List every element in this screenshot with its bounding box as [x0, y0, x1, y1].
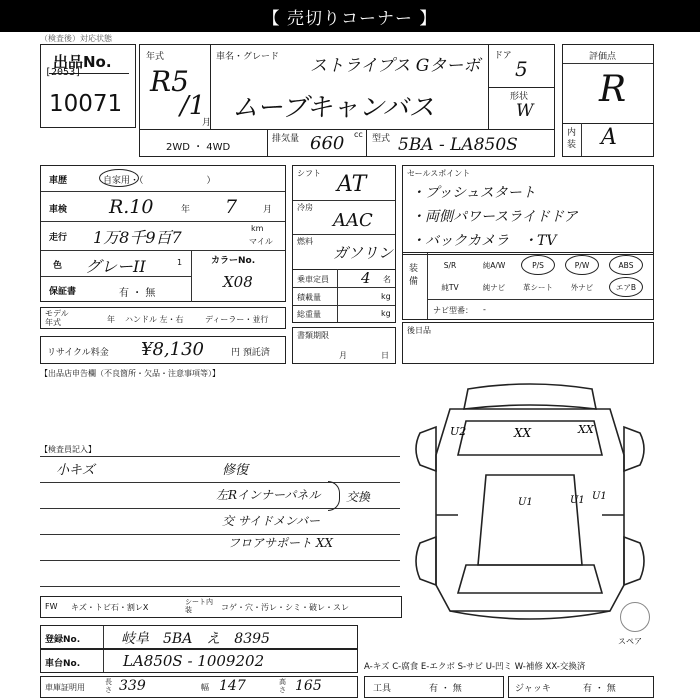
- recycle-value: ¥8,130: [141, 339, 204, 360]
- cert-len-label: 長さ: [105, 678, 112, 694]
- equipment-label: 装備: [409, 264, 419, 287]
- cert-wid-label: 幅: [201, 683, 209, 692]
- vehicle-header-box: [139, 44, 555, 157]
- history-value: 自家用・（ ）: [103, 176, 216, 186]
- warranty-label: 保証書: [49, 287, 77, 297]
- jack-label: ジャッキ: [515, 684, 551, 694]
- load-unit: kg: [381, 292, 391, 301]
- jack-box: [508, 676, 654, 698]
- dealer-text: ディーラー・並行: [205, 315, 269, 324]
- spec-mid-box: [292, 165, 396, 323]
- cert-hei-label: 高さ: [279, 678, 286, 694]
- sales-point-1: ・プッシュスタート: [411, 185, 536, 201]
- diagram-mark-2: XX: [514, 426, 532, 440]
- lot-number-box: [40, 44, 136, 128]
- warranty-value: 有 ・ 無: [119, 288, 156, 299]
- equip-airbag: エアB: [609, 277, 643, 297]
- mileage-label: 走行: [49, 233, 68, 243]
- paint-value: X08: [223, 273, 253, 291]
- chassis-value: LA850S - 1009202: [123, 652, 265, 670]
- cert-height: 165: [295, 678, 322, 694]
- notes-header: 【出品店申告欄（不良箇所・欠品・注意事項等）】: [40, 369, 220, 378]
- capacity-unit: 名: [383, 275, 391, 284]
- sales-point-3: ・バックカメラ ・TV: [411, 233, 557, 249]
- diagram-mark-6: U1: [592, 491, 607, 502]
- model-grade: ストライプス Gターボ: [310, 56, 481, 76]
- inspection-month-unit: 月: [263, 205, 273, 215]
- nav-label: ナビ型番：: [433, 306, 473, 315]
- paint-label: カラーNo.: [211, 256, 256, 266]
- sales-point-2: ・両側パワースライドドア: [411, 209, 578, 225]
- mileage-unit-mile: マイル: [249, 237, 273, 246]
- fw-text-1: キズ・トビ石・割レX: [71, 603, 149, 612]
- diagram-mark-5: U1: [570, 495, 585, 506]
- mileage-value: 1万8千9百7: [93, 228, 182, 247]
- type-code-value: 5BA - LA850S: [398, 135, 518, 155]
- inspector-line-5: フロアサポート XX: [228, 536, 333, 550]
- equip-abs: ABS: [609, 255, 643, 275]
- model-name: ムーブキャンバス: [232, 93, 435, 123]
- docs-month: 月: [339, 351, 347, 360]
- interior-label: 内装: [567, 128, 577, 150]
- registration-row: [40, 625, 358, 649]
- cert-width: 147: [219, 678, 246, 694]
- cert-row: [40, 676, 358, 698]
- equip-pw: P/W: [565, 255, 599, 275]
- inspector-label: 【検査員記入】: [40, 445, 96, 454]
- lot-number: 10071: [49, 91, 123, 117]
- damage-legend: A-キズ C-腐食 E-エクボ S-サビ U-凹ミ W-補修 XX-交換済: [364, 662, 586, 672]
- capacity-label: 乗車定員: [297, 275, 329, 284]
- shift-label: シフト: [297, 169, 321, 178]
- equip-navi: 純ナビ: [482, 282, 506, 292]
- tools-label: 工具: [373, 684, 392, 694]
- inspector-circled: 交換: [346, 490, 371, 504]
- lot-label: 出品No.: [53, 53, 112, 71]
- shape-value: W: [516, 101, 534, 121]
- cert-label: 車庫証明用: [45, 683, 85, 692]
- handle-text: ハンドル 左・右: [125, 315, 184, 324]
- chassis-row: [40, 649, 358, 673]
- sales-points-box: [402, 165, 654, 255]
- equip-ps: P/S: [521, 255, 555, 275]
- spare-label: スペア: [618, 637, 642, 646]
- diagram-mark-1: U2: [450, 425, 467, 438]
- shift-value: AT: [337, 172, 367, 197]
- inspector-line-3: 左Rインナーパネル: [216, 488, 321, 502]
- after-label: 後日品: [407, 326, 431, 335]
- fuel-label: 燃料: [297, 237, 313, 246]
- model-year-row: [40, 307, 286, 329]
- diagram-mark-3: XX: [578, 423, 594, 436]
- tools-value: 有 ・ 無: [429, 684, 462, 694]
- history-label: 車歴: [49, 176, 68, 186]
- doors-label: ドア: [494, 51, 512, 61]
- docs-box: [292, 327, 396, 364]
- equip-leather: 革シート: [523, 282, 553, 292]
- displacement-unit: cc: [354, 130, 363, 139]
- load-label: 積載量: [297, 293, 321, 302]
- drive-text: 2WD ・ 4WD: [166, 142, 231, 153]
- jack-value: 有 ・ 無: [583, 684, 616, 694]
- gross-label: 総重量: [297, 310, 321, 319]
- inspector-line-1: 小キズ: [56, 463, 95, 478]
- type-code-label: 型式: [372, 134, 391, 144]
- sale-banner: 【 売切りコーナー 】: [0, 0, 700, 32]
- inspection-year-unit: 年: [181, 205, 191, 215]
- chassis-label: 車台No.: [45, 659, 81, 669]
- fw-label: FW: [45, 602, 58, 611]
- fw-text-2: シート内装: [185, 598, 213, 614]
- nav-value: -: [483, 305, 486, 314]
- equip-ext-navi: 外ナビ: [570, 282, 594, 292]
- inspector-line-4: 交 サイドメンバー: [222, 514, 321, 528]
- tools-box: [364, 676, 504, 698]
- interior-value: A: [601, 125, 617, 150]
- color-value: グレーII: [85, 257, 146, 276]
- lot-tag: [2053]: [45, 67, 82, 78]
- recycle-unit: 円 預託済: [231, 348, 270, 358]
- fw-text-3: コゲ・穴・汚レ・シミ・破レ・スレ: [221, 603, 349, 612]
- mileage-unit-km: km: [251, 224, 264, 233]
- inspection-year: R.10: [109, 196, 154, 218]
- after-items-box: [402, 322, 654, 364]
- cert-length: 339: [119, 678, 146, 694]
- equip-tv: 純TV: [441, 282, 459, 292]
- year-label: 年式: [146, 52, 165, 62]
- diagram-mark-4: U1: [518, 497, 533, 508]
- equipment-box: [402, 252, 654, 320]
- spare-icon: [620, 602, 650, 632]
- recycle-row: [40, 336, 286, 364]
- capacity-value: 4: [361, 269, 371, 287]
- docs-label: 書類期限: [297, 331, 329, 340]
- spec-left-box: [40, 165, 286, 302]
- registration-label: 登録No.: [45, 635, 81, 645]
- year-month: /1: [180, 91, 206, 121]
- docs-day: 日: [381, 351, 389, 360]
- score-box: [562, 44, 654, 157]
- model-year-label: モデル年式: [45, 309, 69, 327]
- color-extra: 1: [177, 258, 183, 267]
- sales-points-label: セールスポイント: [407, 169, 471, 178]
- score-value: R: [599, 69, 627, 110]
- color-label: 色: [53, 261, 63, 271]
- shape-label: 形状: [510, 92, 529, 102]
- ac-value: AAC: [333, 210, 373, 231]
- recycle-label: リサイクル料金: [47, 348, 109, 358]
- equip-aw: 純A/W: [482, 260, 506, 270]
- year-month-suffix: 月: [202, 118, 212, 128]
- inspection-label: 車検: [49, 205, 68, 215]
- fw-row: [40, 596, 402, 618]
- top-note: （検査後）対応状態: [40, 34, 112, 43]
- ac-label: 冷房: [297, 203, 313, 212]
- model-label: 車名・グレード: [216, 52, 280, 62]
- displacement-label: 排気量: [272, 134, 300, 144]
- score-label: 評価点: [589, 52, 617, 62]
- model-year-unit: 年: [107, 315, 115, 324]
- doors-value: 5: [515, 57, 528, 81]
- equip-sr: S/R: [443, 260, 457, 270]
- car-diagram: [410, 375, 650, 635]
- displacement-value: 660: [310, 133, 345, 154]
- inspector-line-2: 修復: [222, 463, 249, 478]
- year-era: R5: [150, 65, 189, 98]
- inspection-month: 7: [225, 196, 238, 218]
- gross-unit: kg: [381, 309, 391, 318]
- registration-value: 岐阜 5BA え 8395: [121, 631, 270, 647]
- fuel-value: ガソリン: [333, 244, 394, 262]
